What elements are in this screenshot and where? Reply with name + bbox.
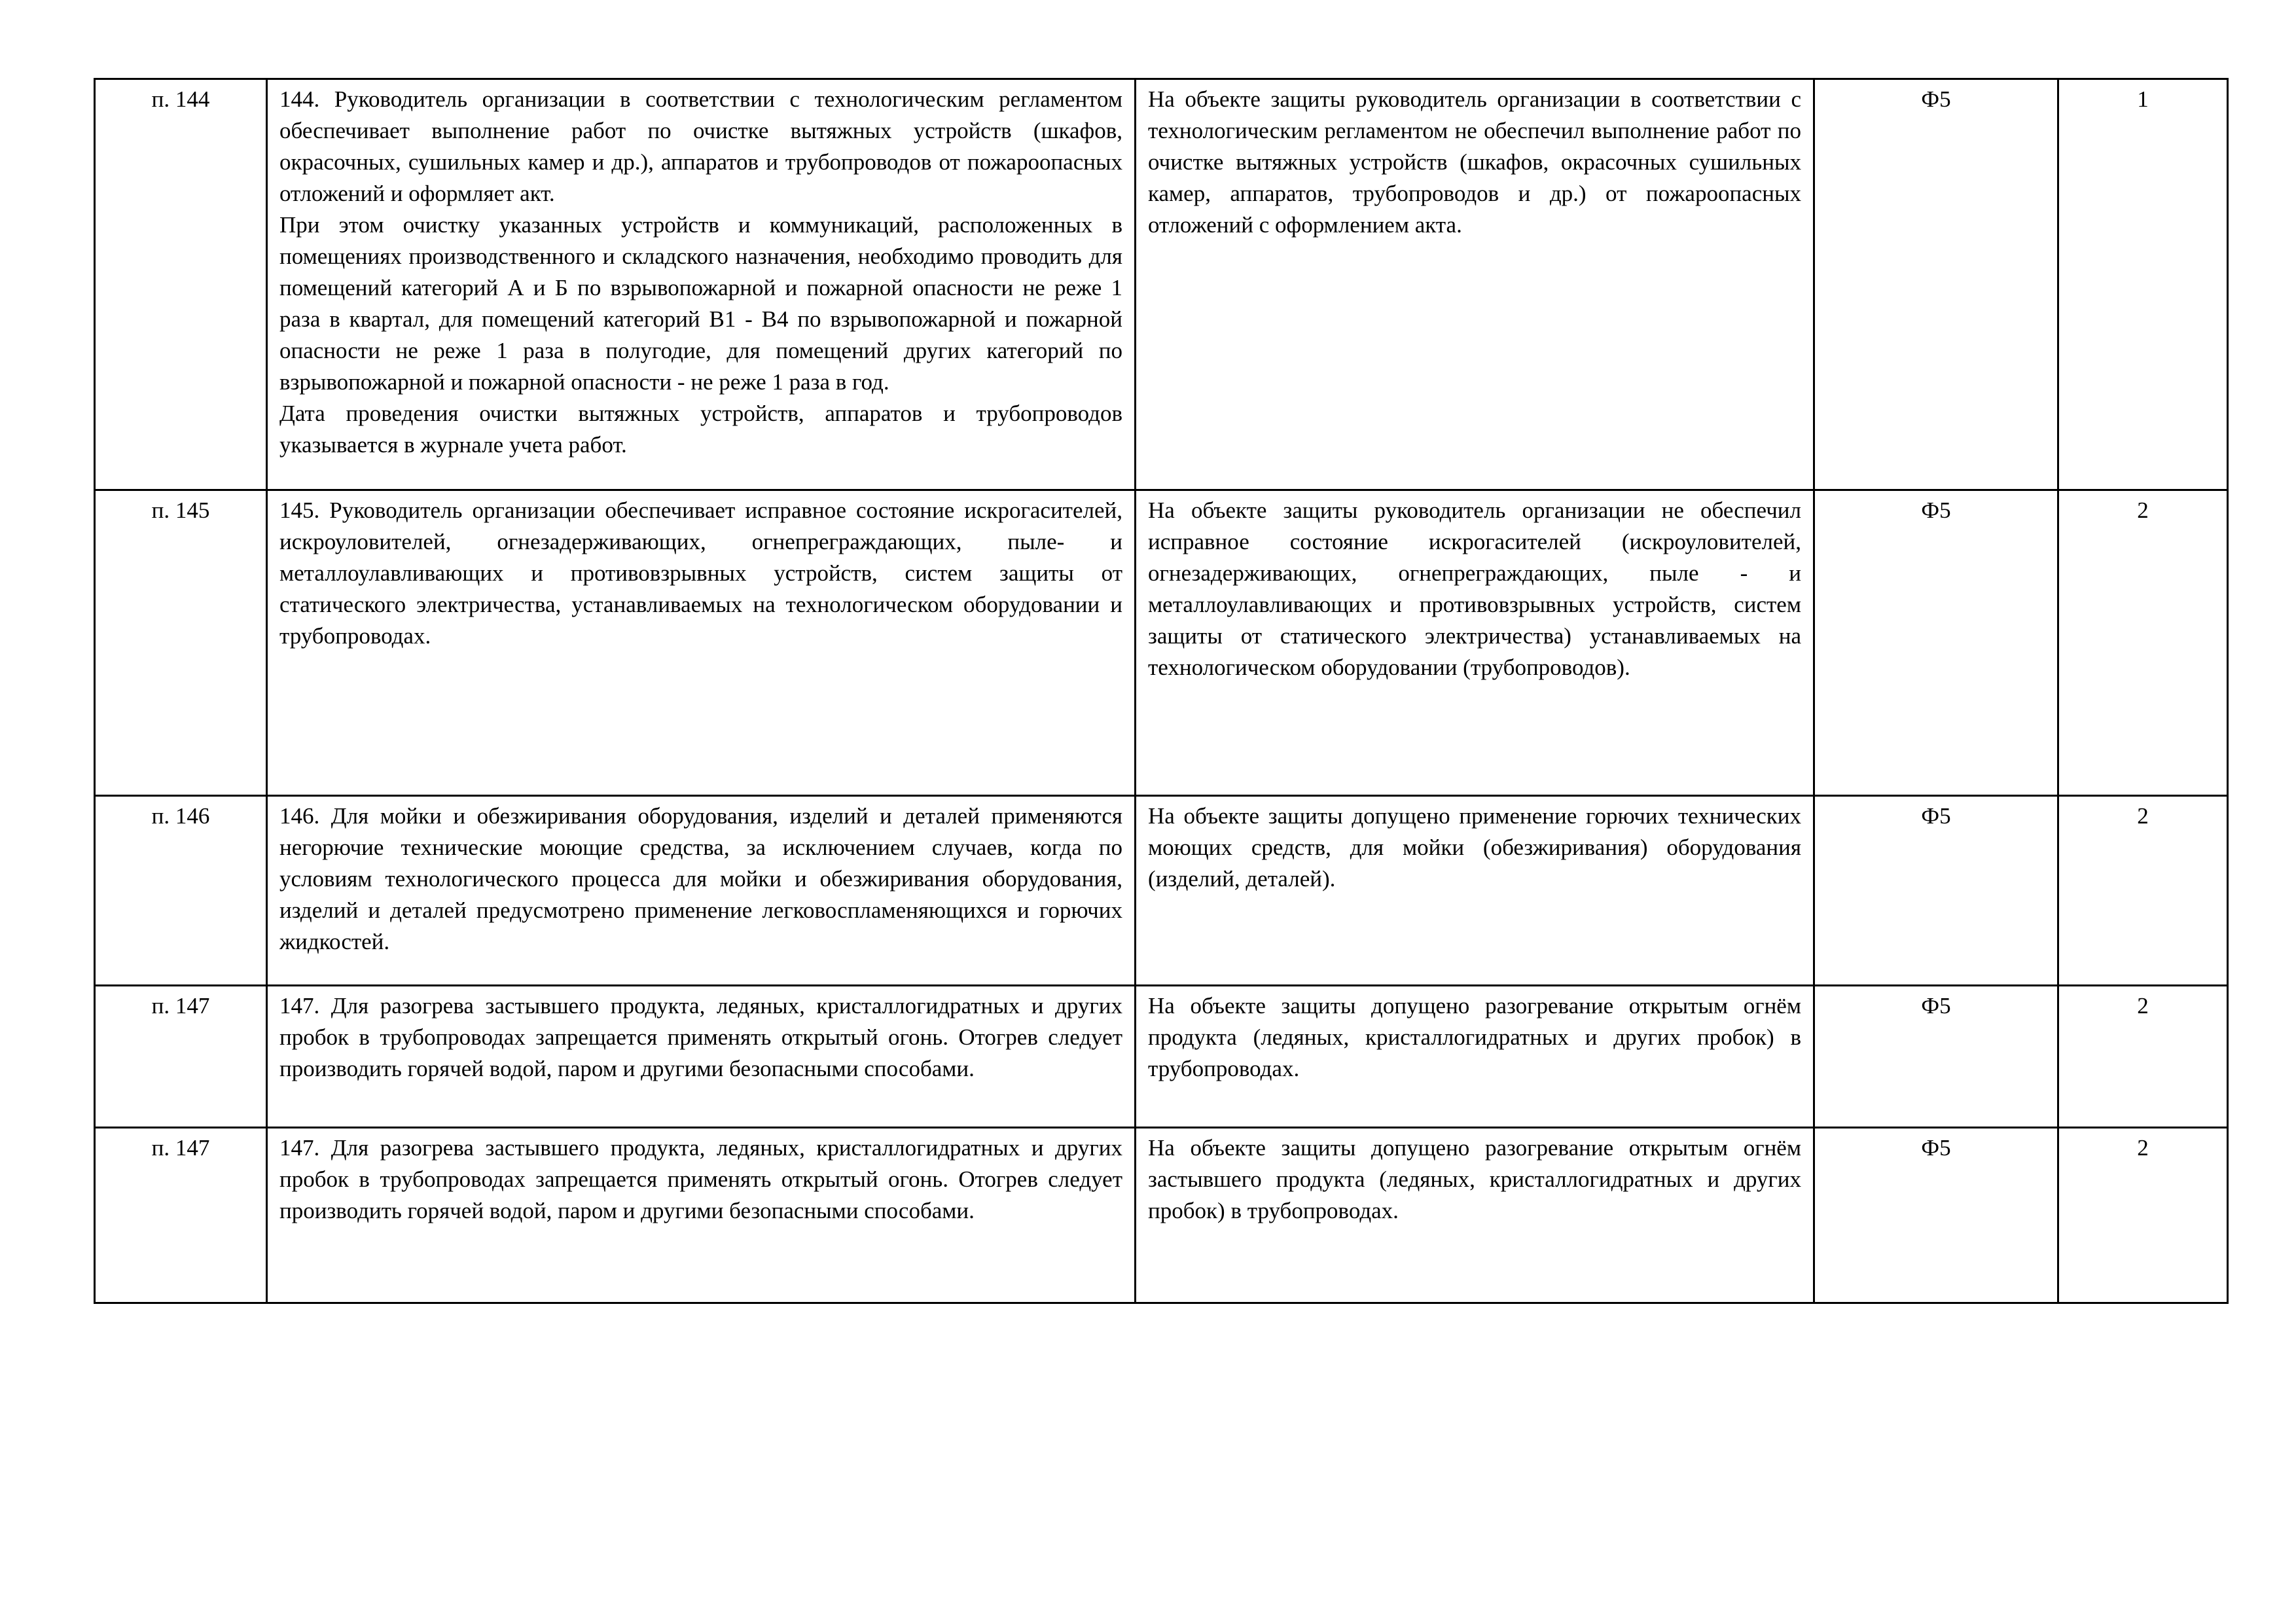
requirement-paragraph: 144. Руководитель организации в соответствии с технологическим регламентом обеспечивает выполнение работ по очистке вытяжных устройств (шкафов, окрасочных, сушильных камер и др.), аппаратов и трубопроводов от пожароопасных отложений и оформляет акт. <box>279 86 1122 206</box>
clause-ref: п. 147 <box>95 1128 267 1303</box>
hazard-class: Ф5 <box>1814 490 2058 796</box>
requirement-paragraph: При этом очистку указанных устройств и коммуникаций, расположенных в помещениях производственного и складского назначения, необходимо проводить для помещений категорий А и Б по взрывопожарной и пожарной опасности не реже 1 раза в квартал, для помещений категорий В1 - В4 по взрывопожарной и пожарной опасности не реже 1 раза в полугодие, для помещений других категорий по взрывопожарной и пожарной опасности - не реже 1 раза в год. <box>279 212 1122 395</box>
table-row <box>95 490 2228 796</box>
requirement-paragraph: 147. Для разогрева застывшего продукта, ледяных, кристаллогидратных и других пробок в трубопроводах запрещается применять открытый огонь. Отогрев следует производить горячей водой, паром и другими безопасными способами. <box>279 993 1122 1081</box>
requirement-paragraph: Дата проведения очистки вытяжных устройств, аппаратов и трубопроводов указывается в журнале учета работ. <box>279 401 1122 458</box>
risk-level: 2 <box>2058 1128 2228 1303</box>
risk-level: 2 <box>2058 490 2228 796</box>
risk-level: 2 <box>2058 796 2228 986</box>
table-row <box>95 79 2228 490</box>
requirement-text <box>267 1128 1136 1303</box>
hazard-class: Ф5 <box>1814 796 2058 986</box>
requirement-text <box>267 490 1136 796</box>
clause-ref: п. 146 <box>95 796 267 986</box>
clause-ref: п. 147 <box>95 986 267 1128</box>
hazard-class: Ф5 <box>1814 986 2058 1128</box>
requirement-text <box>267 986 1136 1128</box>
hazard-class: Ф5 <box>1814 79 2058 490</box>
hazard-class: Ф5 <box>1814 1128 2058 1303</box>
requirement-text <box>267 796 1136 986</box>
table-row <box>95 1128 2228 1303</box>
violation-text: На объекте защиты руководитель организации в соответствии с технологическим регламентом не обеспечил выполнение работ по очистке вытяжных устройств (шкафов, окрасочных сушильных камер, аппаратов, трубопроводов и др.) от пожароопасных отложений с оформлением акта. <box>1136 79 1814 490</box>
risk-level: 1 <box>2058 79 2228 490</box>
requirement-paragraph: 147. Для разогрева застывшего продукта, ледяных, кристаллогидратных и других пробок в трубопроводах запрещается применять открытый огонь. Отогрев следует производить горячей водой, паром и другими безопасными способами. <box>279 1135 1122 1223</box>
violation-text: На объекте защиты допущено применение горючих технических моющих средств, для мойки (обезжиривания) оборудования (изделий, деталей). <box>1136 796 1814 986</box>
clause-ref: п. 144 <box>95 79 267 490</box>
violation-text: На объекте защиты допущено разогревание открытым огнём продукта (ледяных, кристаллогидратных и других пробок) в трубопроводах. <box>1136 986 1814 1128</box>
requirement-text <box>267 79 1136 490</box>
clause-ref: п. 145 <box>95 490 267 796</box>
requirements-table <box>94 78 2229 1304</box>
risk-level: 2 <box>2058 986 2228 1128</box>
requirement-paragraph: 146. Для мойки и обезжиривания оборудования, изделий и деталей применяются негорючие технические моющие средства, за исключением случаев, когда по условиям технологического процесса для мойки и обезжиривания оборудования, изделий и деталей предусмотрено применение легковоспламеняющихся и горючих жидкостей. <box>279 803 1122 954</box>
requirement-paragraph: 145. Руководитель организации обеспечивает исправное состояние искрогасителей, искроуловителей, огнезадерживающих, огнепреграждающих, пыле- и металлоулавливающих и противовзрывных устройств, систем защиты от статического электричества, устанавливаемых на технологическом оборудовании и трубопроводах. <box>279 497 1122 649</box>
table-row <box>95 986 2228 1128</box>
violation-text: На объекте защиты руководитель организации не обеспечил исправное состояние искрогасителей (искроуловителей, огнезадерживающих, огнепреграждающих, пыле - и металлоулавливающих и противовзрывных устройств, систем защиты от статического электричества) устанавливаемых на технологическом оборудовании (трубопроводов). <box>1136 490 1814 796</box>
violation-text: На объекте защиты допущено разогревание открытым огнём застывшего продукта (ледяных, кристаллогидратных и других пробок) в трубопроводах. <box>1136 1128 1814 1303</box>
table-row <box>95 796 2228 986</box>
